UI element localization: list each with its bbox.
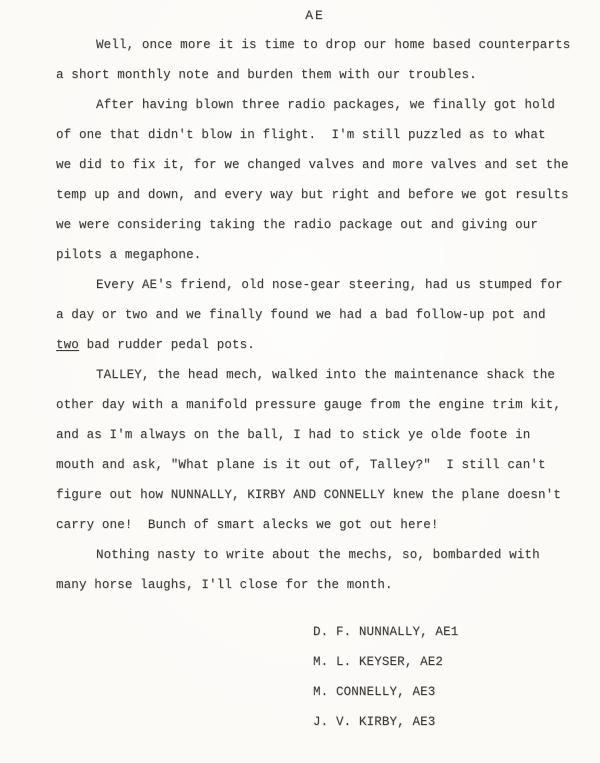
signature-line: M. L. KEYSER, AE2: [313, 655, 444, 669]
signature-line: J. V. KIRBY, AE3: [313, 715, 436, 729]
signature-block: [313, 625, 574, 745]
doc-line: After having blown three radio packages, we finally got hold: [96, 98, 556, 112]
doc-line: other day with a manifold pressure gauge from the engine trim kit,: [56, 398, 561, 412]
doc-line: Nothing nasty to write about the mechs, so, bombarded with: [96, 548, 540, 562]
doc-line-text: bad rudder pedal pots.: [78, 338, 255, 352]
doc-line: we were considering taking the radio package out and giving our: [56, 218, 539, 232]
signature-line: D. F. NUNNALLY, AE1: [313, 625, 459, 639]
doc-line: [56, 338, 574, 368]
doc-line: carry one! Bunch of smart alecks we got out here!: [56, 518, 439, 532]
doc-line: many horse laughs, I'll close for the month.: [56, 578, 393, 592]
doc-line: pilots a megaphone.: [56, 248, 202, 262]
signature-line: M. CONNELLY, AE3: [313, 685, 436, 699]
document-body: [56, 38, 574, 608]
doc-line: Every AE's friend, old nose-gear steering, had us stumped for: [96, 278, 563, 292]
doc-line: and as I'm always on the ball, I had to stick ye olde foote in: [56, 428, 531, 442]
page-title: AE: [305, 8, 325, 23]
underlined-word: two: [56, 338, 79, 352]
doc-line: we did to fix it, for we changed valves and more valves and set the: [56, 158, 569, 172]
doc-line: temp up and down, and every way but right and before we got results: [56, 188, 569, 202]
doc-line: a short monthly note and burden them with our troubles.: [56, 68, 477, 82]
doc-line: a day or two and we finally found we had a bad follow-up pot and: [56, 308, 546, 322]
doc-line: figure out how NUNNALLY, KIRBY AND CONNELLY knew the plane doesn't: [56, 488, 561, 502]
doc-line: Well, once more it is time to drop our home based counterparts: [96, 38, 571, 52]
doc-line: TALLEY, the head mech, walked into the maintenance shack the: [96, 368, 556, 382]
doc-line: of one that didn't blow in flight. I'm still puzzled as to what: [56, 128, 546, 142]
doc-line: mouth and ask, "What plane is it out of, Talley?" I still can't: [56, 458, 546, 472]
